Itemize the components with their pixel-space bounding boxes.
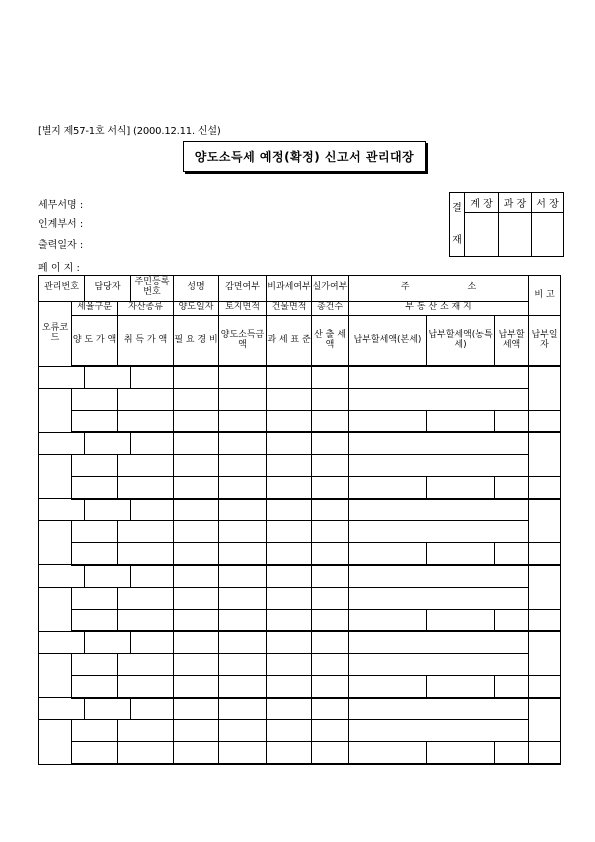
table-row: [39, 631, 561, 653]
cell-name[interactable]: [174, 499, 219, 521]
cell-asset-type[interactable]: [118, 720, 174, 742]
header-payment-date: 납부일자: [529, 316, 561, 366]
cell-payable-special[interactable]: [427, 543, 495, 565]
cell-transfer-date[interactable]: [174, 454, 219, 476]
cell-acquisition-price[interactable]: [118, 675, 174, 697]
cell-transfer-date[interactable]: [174, 720, 219, 742]
cell-tax-base[interactable]: [267, 410, 312, 432]
meta-tax-office: 세무서명 :: [38, 200, 84, 211]
cell-property-location[interactable]: [349, 720, 529, 742]
cell-transfer-date[interactable]: [174, 653, 219, 675]
cell-payable-tax[interactable]: [495, 477, 529, 499]
cell-total-count[interactable]: [312, 521, 349, 543]
cell-address[interactable]: [349, 499, 529, 521]
approval-side-label: 결 재: [450, 193, 465, 257]
cell-building-area[interactable]: [267, 454, 312, 476]
header-building-area: 건물면적: [267, 301, 312, 316]
cell-building-area[interactable]: [267, 587, 312, 609]
header-remarks: 비 고: [529, 276, 561, 316]
cell-payable-special[interactable]: [427, 410, 495, 432]
cell-management-no[interactable]: [39, 499, 85, 521]
cell-tax-rate-type[interactable]: [72, 653, 118, 675]
table-row: [39, 477, 561, 499]
cell-actual-price[interactable]: [312, 565, 349, 587]
cell-transfer-price[interactable]: [72, 410, 118, 432]
cell-property-location[interactable]: [349, 587, 529, 609]
table-row: [39, 521, 561, 543]
cell-resident-no[interactable]: [131, 698, 174, 720]
cell-reduction[interactable]: [219, 432, 267, 454]
cell-remarks[interactable]: [529, 499, 561, 543]
header-total-count: 총건수: [312, 301, 349, 316]
cell-error-code[interactable]: [39, 521, 72, 565]
header-acquisition-price: 취 득 가 액: [118, 316, 174, 366]
cell-non-taxable[interactable]: [267, 631, 312, 653]
header-transfer-date: 양도일자: [174, 301, 219, 316]
approval-col-director: 서 장: [532, 193, 564, 213]
cell-total-count[interactable]: [312, 454, 349, 476]
cell-manager[interactable]: [85, 499, 131, 521]
header-asset-type: 자산종류: [118, 301, 174, 316]
cell-transfer-price[interactable]: [72, 609, 118, 631]
cell-transfer-date[interactable]: [174, 521, 219, 543]
cell-necessary-expenses[interactable]: [174, 675, 219, 697]
cell-address[interactable]: [349, 432, 529, 454]
cell-payable-main[interactable]: [349, 477, 427, 499]
cell-payable-main[interactable]: [349, 410, 427, 432]
cell-property-location[interactable]: [349, 454, 529, 476]
ledger-table: [38, 275, 561, 765]
cell-payable-special[interactable]: [427, 742, 495, 764]
cell-actual-price[interactable]: [312, 698, 349, 720]
cell-asset-type[interactable]: [118, 521, 174, 543]
table-row: [39, 698, 561, 720]
cell-land-area[interactable]: [219, 587, 267, 609]
cell-manager[interactable]: [85, 565, 131, 587]
cell-tax-base[interactable]: [267, 675, 312, 697]
table-row: [39, 388, 561, 410]
cell-reduction[interactable]: [219, 366, 267, 388]
cell-payment-date[interactable]: [529, 675, 561, 697]
table-row: [39, 587, 561, 609]
cell-error-code[interactable]: [39, 653, 72, 697]
cell-payable-main[interactable]: [349, 742, 427, 764]
header-management-no: 관리번호: [39, 276, 85, 302]
cell-computed-tax[interactable]: [312, 675, 349, 697]
cell-transfer-price[interactable]: [72, 543, 118, 565]
cell-tax-rate-type[interactable]: [72, 521, 118, 543]
cell-transfer-date[interactable]: [174, 587, 219, 609]
cell-payment-date[interactable]: [529, 410, 561, 432]
cell-transfer-price[interactable]: [72, 477, 118, 499]
cell-payable-special[interactable]: [427, 609, 495, 631]
cell-payable-main[interactable]: [349, 609, 427, 631]
cell-resident-no[interactable]: [131, 565, 174, 587]
header-capital-gain: 양도소득금액: [219, 316, 267, 366]
cell-non-taxable[interactable]: [267, 499, 312, 521]
page-title: [183, 141, 426, 172]
cell-building-area[interactable]: [267, 521, 312, 543]
cell-payable-tax[interactable]: [495, 675, 529, 697]
header-tax-rate-type: 세율구분: [72, 301, 118, 316]
header-property-location: 부 동 산 소 재 지: [349, 301, 529, 316]
approval-col-division-chief: 과 장: [499, 193, 532, 213]
ledger-body: [39, 366, 561, 764]
header-non-taxable: 비과세여부: [267, 276, 312, 302]
cell-remarks[interactable]: [529, 698, 561, 742]
cell-address[interactable]: [349, 366, 529, 388]
header-reduction: 감면여부: [219, 276, 267, 302]
cell-payable-main[interactable]: [349, 675, 427, 697]
cell-capital-gain[interactable]: [219, 543, 267, 565]
cell-management-no[interactable]: [39, 631, 85, 653]
table-row: [39, 720, 561, 742]
cell-management-no[interactable]: [39, 432, 85, 454]
cell-manager[interactable]: [85, 432, 131, 454]
cell-tax-base[interactable]: [267, 609, 312, 631]
cell-address[interactable]: [349, 631, 529, 653]
cell-payment-date[interactable]: [529, 742, 561, 764]
cell-land-area[interactable]: [219, 720, 267, 742]
cell-tax-rate-type[interactable]: [72, 720, 118, 742]
header-payable-special: 납부할세액(농특세): [427, 316, 495, 366]
cell-necessary-expenses[interactable]: [174, 543, 219, 565]
cell-capital-gain[interactable]: [219, 675, 267, 697]
cell-resident-no[interactable]: [131, 499, 174, 521]
cell-name[interactable]: [174, 631, 219, 653]
cell-total-count[interactable]: [312, 720, 349, 742]
cell-building-area[interactable]: [267, 720, 312, 742]
cell-name[interactable]: [174, 698, 219, 720]
cell-transfer-price[interactable]: [72, 742, 118, 764]
cell-asset-type[interactable]: [118, 388, 174, 410]
cell-reduction[interactable]: [219, 499, 267, 521]
cell-computed-tax[interactable]: [312, 477, 349, 499]
cell-building-area[interactable]: [267, 653, 312, 675]
table-row: [39, 565, 561, 587]
cell-name[interactable]: [174, 565, 219, 587]
cell-land-area[interactable]: [219, 454, 267, 476]
cell-non-taxable[interactable]: [267, 366, 312, 388]
table-row: [39, 675, 561, 697]
cell-error-code[interactable]: [39, 587, 72, 631]
cell-acquisition-price[interactable]: [118, 742, 174, 764]
cell-property-location[interactable]: [349, 521, 529, 543]
cell-computed-tax[interactable]: [312, 609, 349, 631]
meta-transfer-dept: 인계부서 :: [38, 219, 84, 230]
cell-necessary-expenses[interactable]: [174, 742, 219, 764]
title-text: 양도소득세 예정(확정) 신고서 관리대장: [194, 150, 415, 164]
cell-actual-price[interactable]: [312, 499, 349, 521]
header-necessary-expenses: 필 요 경 비: [174, 316, 219, 366]
cell-land-area[interactable]: [219, 388, 267, 410]
cell-land-area[interactable]: [219, 653, 267, 675]
table-row: [39, 653, 561, 675]
header-actual-price: 실가여부: [312, 276, 349, 302]
cell-payable-special[interactable]: [427, 675, 495, 697]
header-address: 주 소: [349, 276, 529, 302]
cell-acquisition-price[interactable]: [118, 477, 174, 499]
cell-acquisition-price[interactable]: [118, 609, 174, 631]
cell-total-count[interactable]: [312, 587, 349, 609]
cell-manager[interactable]: [85, 698, 131, 720]
cell-tax-rate-type[interactable]: [72, 388, 118, 410]
header-error-code: 오류코드: [39, 301, 72, 366]
cell-capital-gain[interactable]: [219, 477, 267, 499]
cell-asset-type[interactable]: [118, 653, 174, 675]
cell-building-area[interactable]: [267, 388, 312, 410]
cell-actual-price[interactable]: [312, 366, 349, 388]
header-payable-tax: 납부할 세액: [495, 316, 529, 366]
cell-computed-tax[interactable]: [312, 742, 349, 764]
cell-actual-price[interactable]: [312, 432, 349, 454]
cell-asset-type[interactable]: [118, 587, 174, 609]
approval-sign-1[interactable]: [465, 213, 499, 257]
cell-resident-no[interactable]: [131, 631, 174, 653]
cell-error-code[interactable]: [39, 720, 72, 764]
cell-tax-rate-type[interactable]: [72, 454, 118, 476]
cell-payable-tax[interactable]: [495, 543, 529, 565]
cell-payable-tax[interactable]: [495, 410, 529, 432]
cell-payable-tax[interactable]: [495, 742, 529, 764]
cell-remarks[interactable]: [529, 565, 561, 609]
approval-box: [449, 192, 564, 257]
cell-address[interactable]: [349, 565, 529, 587]
approval-sign-2[interactable]: [499, 213, 532, 257]
header-transfer-price: 양 도 가 액: [72, 316, 118, 366]
cell-name[interactable]: [174, 432, 219, 454]
cell-capital-gain[interactable]: [219, 742, 267, 764]
cell-manager[interactable]: [85, 366, 131, 388]
cell-management-no[interactable]: [39, 366, 85, 388]
cell-reduction[interactable]: [219, 631, 267, 653]
header-land-area: 토지면적: [219, 301, 267, 316]
cell-payment-date[interactable]: [529, 609, 561, 631]
cell-tax-rate-type[interactable]: [72, 587, 118, 609]
meta-page: 페 이 지 :: [38, 263, 80, 274]
meta-print-date: 출력일자 :: [38, 240, 84, 251]
header-tax-base: 과 세 표 준: [267, 316, 312, 366]
cell-payable-tax[interactable]: [495, 609, 529, 631]
approval-sign-3[interactable]: [532, 213, 564, 257]
cell-acquisition-price[interactable]: [118, 410, 174, 432]
table-row: [39, 609, 561, 631]
header-resident-no: 주민등록번호: [131, 276, 174, 302]
approval-col-section-chief: 계 장: [465, 193, 499, 213]
cell-manager[interactable]: [85, 631, 131, 653]
table-row: [39, 410, 561, 432]
cell-property-location[interactable]: [349, 388, 529, 410]
cell-error-code[interactable]: [39, 388, 72, 432]
cell-acquisition-price[interactable]: [118, 543, 174, 565]
cell-capital-gain[interactable]: [219, 410, 267, 432]
cell-payable-special[interactable]: [427, 477, 495, 499]
cell-asset-type[interactable]: [118, 454, 174, 476]
cell-management-no[interactable]: [39, 565, 85, 587]
cell-computed-tax[interactable]: [312, 410, 349, 432]
cell-necessary-expenses[interactable]: [174, 477, 219, 499]
form-number: [별지 제57-1호 서식] (2000.12.11. 신설): [38, 126, 221, 137]
cell-payment-date[interactable]: [529, 543, 561, 565]
cell-actual-price[interactable]: [312, 631, 349, 653]
table-row: [39, 366, 561, 388]
cell-land-area[interactable]: [219, 521, 267, 543]
cell-non-taxable[interactable]: [267, 565, 312, 587]
cell-reduction[interactable]: [219, 698, 267, 720]
cell-remarks[interactable]: [529, 432, 561, 476]
cell-name[interactable]: [174, 366, 219, 388]
header-manager: 담당자: [85, 276, 131, 302]
cell-total-count[interactable]: [312, 388, 349, 410]
cell-capital-gain[interactable]: [219, 609, 267, 631]
cell-payment-date[interactable]: [529, 477, 561, 499]
cell-necessary-expenses[interactable]: [174, 410, 219, 432]
table-row: [39, 543, 561, 565]
cell-non-taxable[interactable]: [267, 432, 312, 454]
cell-necessary-expenses[interactable]: [174, 609, 219, 631]
cell-resident-no[interactable]: [131, 366, 174, 388]
table-row: [39, 432, 561, 454]
cell-non-taxable[interactable]: [267, 698, 312, 720]
cell-total-count[interactable]: [312, 653, 349, 675]
cell-error-code[interactable]: [39, 454, 72, 498]
cell-payable-main[interactable]: [349, 543, 427, 565]
cell-remarks[interactable]: [529, 631, 561, 675]
header-payable-main: 납부할세액(본세): [349, 316, 427, 366]
cell-resident-no[interactable]: [131, 432, 174, 454]
cell-tax-base[interactable]: [267, 543, 312, 565]
cell-transfer-date[interactable]: [174, 388, 219, 410]
cell-property-location[interactable]: [349, 653, 529, 675]
cell-tax-base[interactable]: [267, 477, 312, 499]
header-name: 성명: [174, 276, 219, 302]
cell-tax-base[interactable]: [267, 742, 312, 764]
cell-computed-tax[interactable]: [312, 543, 349, 565]
cell-remarks[interactable]: [529, 366, 561, 410]
table-row: [39, 499, 561, 521]
table-row: [39, 742, 561, 764]
cell-reduction[interactable]: [219, 565, 267, 587]
cell-transfer-price[interactable]: [72, 675, 118, 697]
header-computed-tax: 산 출 세 액: [312, 316, 349, 366]
cell-address[interactable]: [349, 698, 529, 720]
table-row: [39, 454, 561, 476]
cell-management-no[interactable]: [39, 698, 85, 720]
